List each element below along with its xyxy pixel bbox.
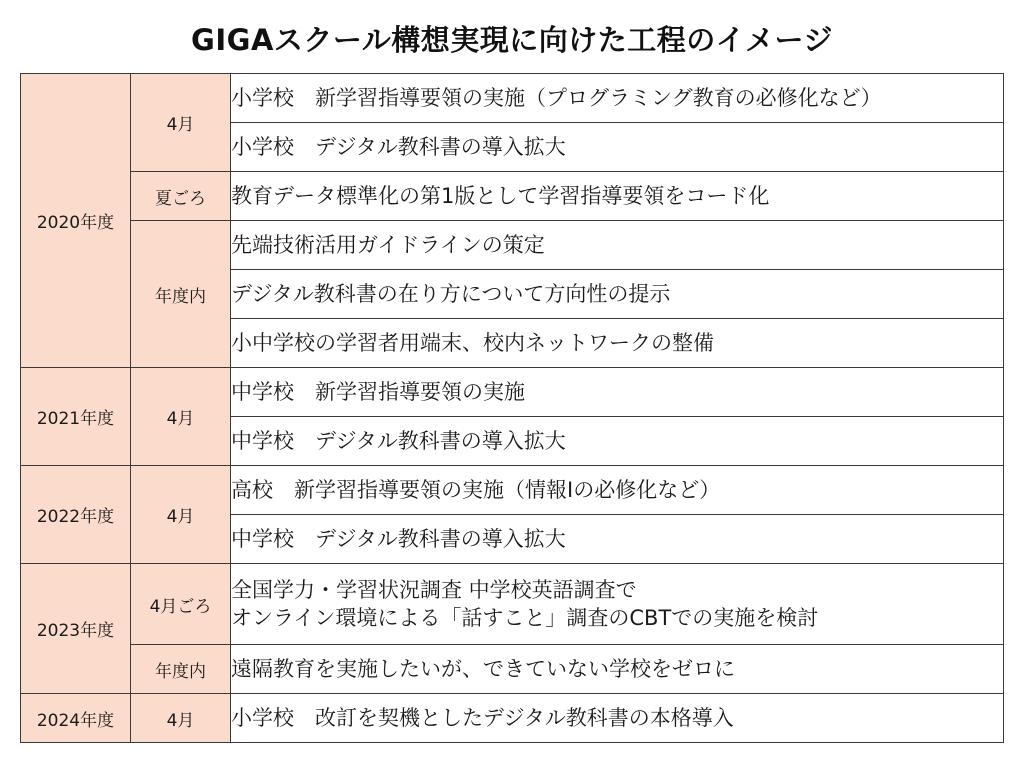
timing-cell: 4月 (131, 466, 231, 564)
item-cell (231, 564, 1004, 645)
table-row (21, 368, 1004, 417)
year-cell-2023: 2023年度 (21, 564, 131, 694)
year-cell-2020: 2020年度 (21, 74, 131, 368)
table-row (21, 172, 1004, 221)
year-cell-2024: 2024年度 (21, 694, 131, 743)
timing-cell: 4月 (131, 74, 231, 172)
item-line: 全国学力・学習状況調査 中学校英語調査で (231, 577, 637, 602)
table-row (21, 645, 1004, 694)
item-cell: デジタル教科書の在り方について方向性の提示 (231, 270, 1004, 319)
item-cell: 小学校 改訂を契機としたデジタル教科書の本格導入 (231, 694, 1004, 743)
schedule-table (20, 73, 1004, 743)
item-cell: 中学校 新学習指導要領の実施 (231, 368, 1004, 417)
item-cell: 遠隔教育を実施したいが、できていない学校をゼロに (231, 645, 1004, 694)
timing-cell: 夏ごろ (131, 172, 231, 221)
timing-cell: 年度内 (131, 221, 231, 368)
item-cell: 教育データ標準化の第1版として学習指導要領をコード化 (231, 172, 1004, 221)
timing-cell: 4月 (131, 368, 231, 466)
year-cell-2022: 2022年度 (21, 466, 131, 564)
item-cell: 中学校 デジタル教科書の導入拡大 (231, 417, 1004, 466)
item-cell: 中学校 デジタル教科書の導入拡大 (231, 515, 1004, 564)
table-row (21, 221, 1004, 270)
item-line: オンライン環境による「話すこと」調査のCBTでの実施を検討 (231, 606, 819, 630)
item-cell: 小学校 新学習指導要領の実施（プログラミング教育の必修化など） (231, 74, 1004, 123)
table-row (21, 564, 1004, 645)
page-title: GIGAスクール構想実現に向けた工程のイメージ (191, 23, 833, 57)
timing-cell: 年度内 (131, 645, 231, 694)
table-row (21, 74, 1004, 123)
table-row (21, 466, 1004, 515)
table-row (21, 694, 1004, 743)
item-cell: 先端技術活用ガイドラインの策定 (231, 221, 1004, 270)
year-cell-2021: 2021年度 (21, 368, 131, 466)
item-cell: 高校 新学習指導要領の実施（情報Ⅰの必修化など） (231, 466, 1004, 515)
timing-cell: 4月ごろ (131, 564, 231, 645)
item-cell: 小学校 デジタル教科書の導入拡大 (231, 123, 1004, 172)
timing-cell: 4月 (131, 694, 231, 743)
item-cell: 小中学校の学習者用端末、校内ネットワークの整備 (231, 319, 1004, 368)
